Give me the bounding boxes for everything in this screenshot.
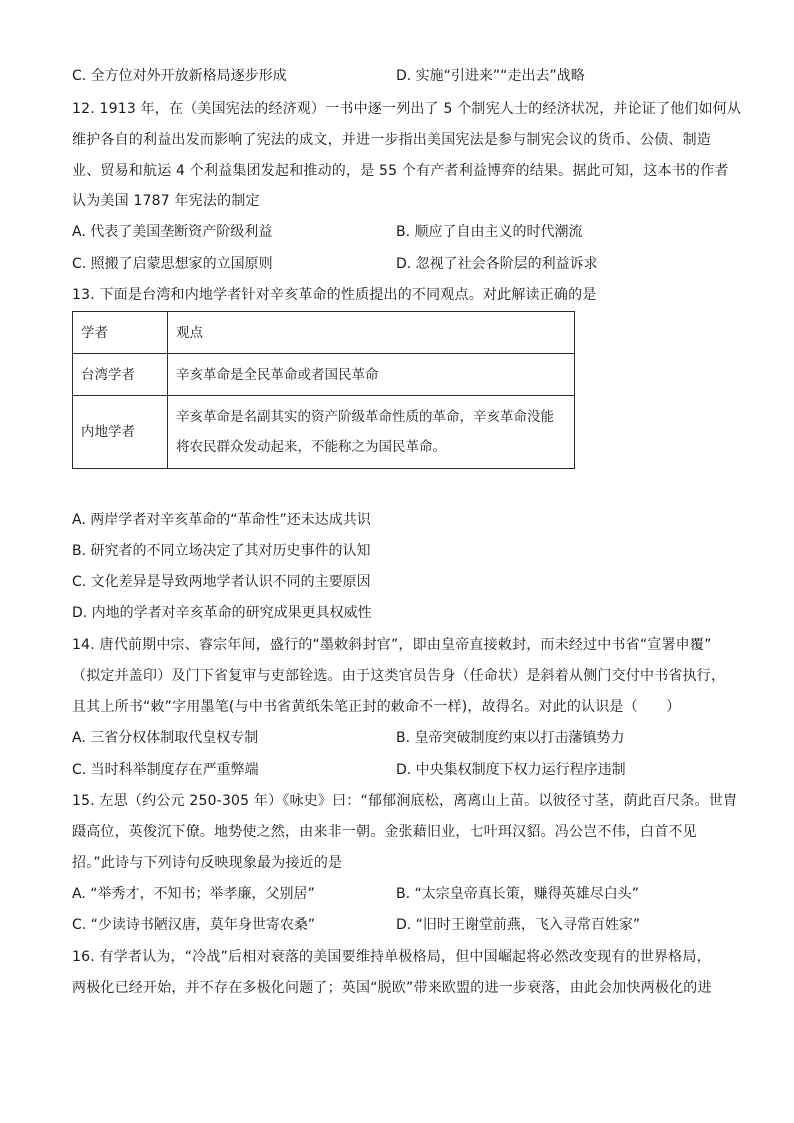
q14-option-c: C. 当时科举制度存在严重弊端 — [72, 762, 259, 778]
q11-option-d: D. 实施“引进来”“走出去”战略 — [396, 68, 585, 84]
q12-stem-line-4: 认为美国 1787 年宪法的制定 — [72, 193, 260, 209]
q12-option-b: B. 顺应了自由主义的时代潮流 — [396, 224, 583, 240]
header-scholar: 学者 — [73, 312, 168, 354]
q15-option-b: B. “太宗皇帝真长策，赚得英雄尽白头” — [396, 886, 640, 902]
q15-stem-line-2: 蹑高位，英俊沉下僚。地势使之然，由来非一朝。金张藉旧业，七叶珥汉貂。冯公岂不伟，白首不见 — [72, 824, 697, 840]
q15-stem-line-1: 15. 左思（约公元 250-305 年）《咏史》曰：“郁郁涧底松，离离山上苗。以彼径寸茎，荫此百尺条。世胄 — [72, 793, 738, 809]
q14-option-b: B. 皇帝突破制度约束以打击藩镇势力 — [396, 730, 625, 746]
q12-option-c: C. 照搬了启蒙思想家的立国原则 — [72, 256, 273, 272]
row-scholar: 内地学者 — [73, 396, 168, 469]
table-header-row — [73, 312, 575, 354]
q15-stem-line-3: 招。”此诗与下列诗句反映现象最为接近的是 — [72, 855, 343, 871]
row-view: 辛亥革命是全民革命或者国民革命 — [168, 354, 575, 396]
q14-stem-line-2: （拟定并盖印）及门下省复审与吏部铨选。由于这类官员告身（任命状）是斜着从侧门交付中书省执行， — [72, 668, 726, 684]
q15-option-c: C. “少读诗书陋汉唐，莫年身世寄农桑” — [72, 917, 316, 933]
q11-option-c: C. 全方位对外开放新格局逐步形成 — [72, 68, 287, 84]
q16-stem-line-2: 两极化已经开始，并不存在多极化问题了；英国“脱欧”带来欧盟的进一步衰落，由此会加快两极化的进 — [72, 980, 712, 996]
q12-stem-line-2: 维护各自的利益出发而影响了宪法的成文，并进一步指出美国宪法是参与制宪会议的货币、公债、制造 — [72, 132, 711, 148]
q14-option-d: D. 中央集权制度下权力运行程序违制 — [396, 762, 626, 778]
header-view: 观点 — [168, 312, 575, 354]
q14-option-a: A. 三省分权体制取代皇权专制 — [72, 730, 259, 746]
row-scholar: 台湾学者 — [73, 354, 168, 396]
q12-stem-line-1: 12. 1913 年，在（美国宪法的经济观）一书中逐一列出了 5 个制宪人士的经济状况，并论证了他们如何从 — [72, 101, 742, 117]
q13-stem: 13. 下面是台湾和内地学者针对辛亥革命的性质提出的不同观点。对此解读正确的是 — [72, 287, 597, 303]
q13-option-c: C. 文化差异是导致两地学者认识不同的主要原因 — [72, 574, 371, 590]
table-row — [73, 354, 575, 396]
q15-option-d: D. “旧时王谢堂前燕，飞入寻常百姓家” — [396, 917, 641, 933]
table-row — [73, 396, 575, 469]
q15-option-a: A. “举秀才，不知书；举孝廉，父别居” — [72, 886, 315, 902]
row-view-line: 将农民群众发动起来，不能称之为国民革命。 — [176, 439, 446, 455]
q13-option-d: D. 内地的学者对辛亥革命的研究成果更具权威性 — [72, 605, 372, 621]
q13-viewpoint-table — [72, 311, 575, 469]
q13-option-b: B. 研究者的不同立场决定了其对历史事件的认知 — [72, 543, 371, 559]
row-view — [168, 396, 575, 469]
q16-stem-line-1: 16. 有学者认为，“冷战”后相对衰落的美国要维持单极格局，但中国崛起将必然改变现有的世界格局， — [72, 949, 711, 965]
q14-stem-line-3: 且其上所书“敕”字用墨笔(与中书省黄纸朱笔正封的敕命不一样)，故得名。对此的认识是（ ） — [72, 699, 681, 715]
q12-stem-line-3: 业、贸易和航运 4 个利益集团发起和推动的，是 55 个有产者利益博弈的结果。据此可知，这本书的作者 — [72, 163, 729, 179]
q13-option-a: A. 两岸学者对辛亥革命的“革命性”还未达成共识 — [72, 512, 371, 528]
q14-stem-line-1: 14. 唐代前期中宗、睿宗年间，盛行的“墨敕斜封官”，即由皇帝直接敕封，而未经过中书省“宣署申覆” — [72, 637, 712, 653]
row-view-line: 辛亥革命是名副其实的资产阶级革命性质的革命，辛亥革命没能 — [176, 409, 554, 425]
q12-option-a: A. 代表了美国垄断资产阶级利益 — [72, 224, 273, 240]
q12-option-d: D. 忽视了社会各阶层的利益诉求 — [396, 256, 598, 272]
